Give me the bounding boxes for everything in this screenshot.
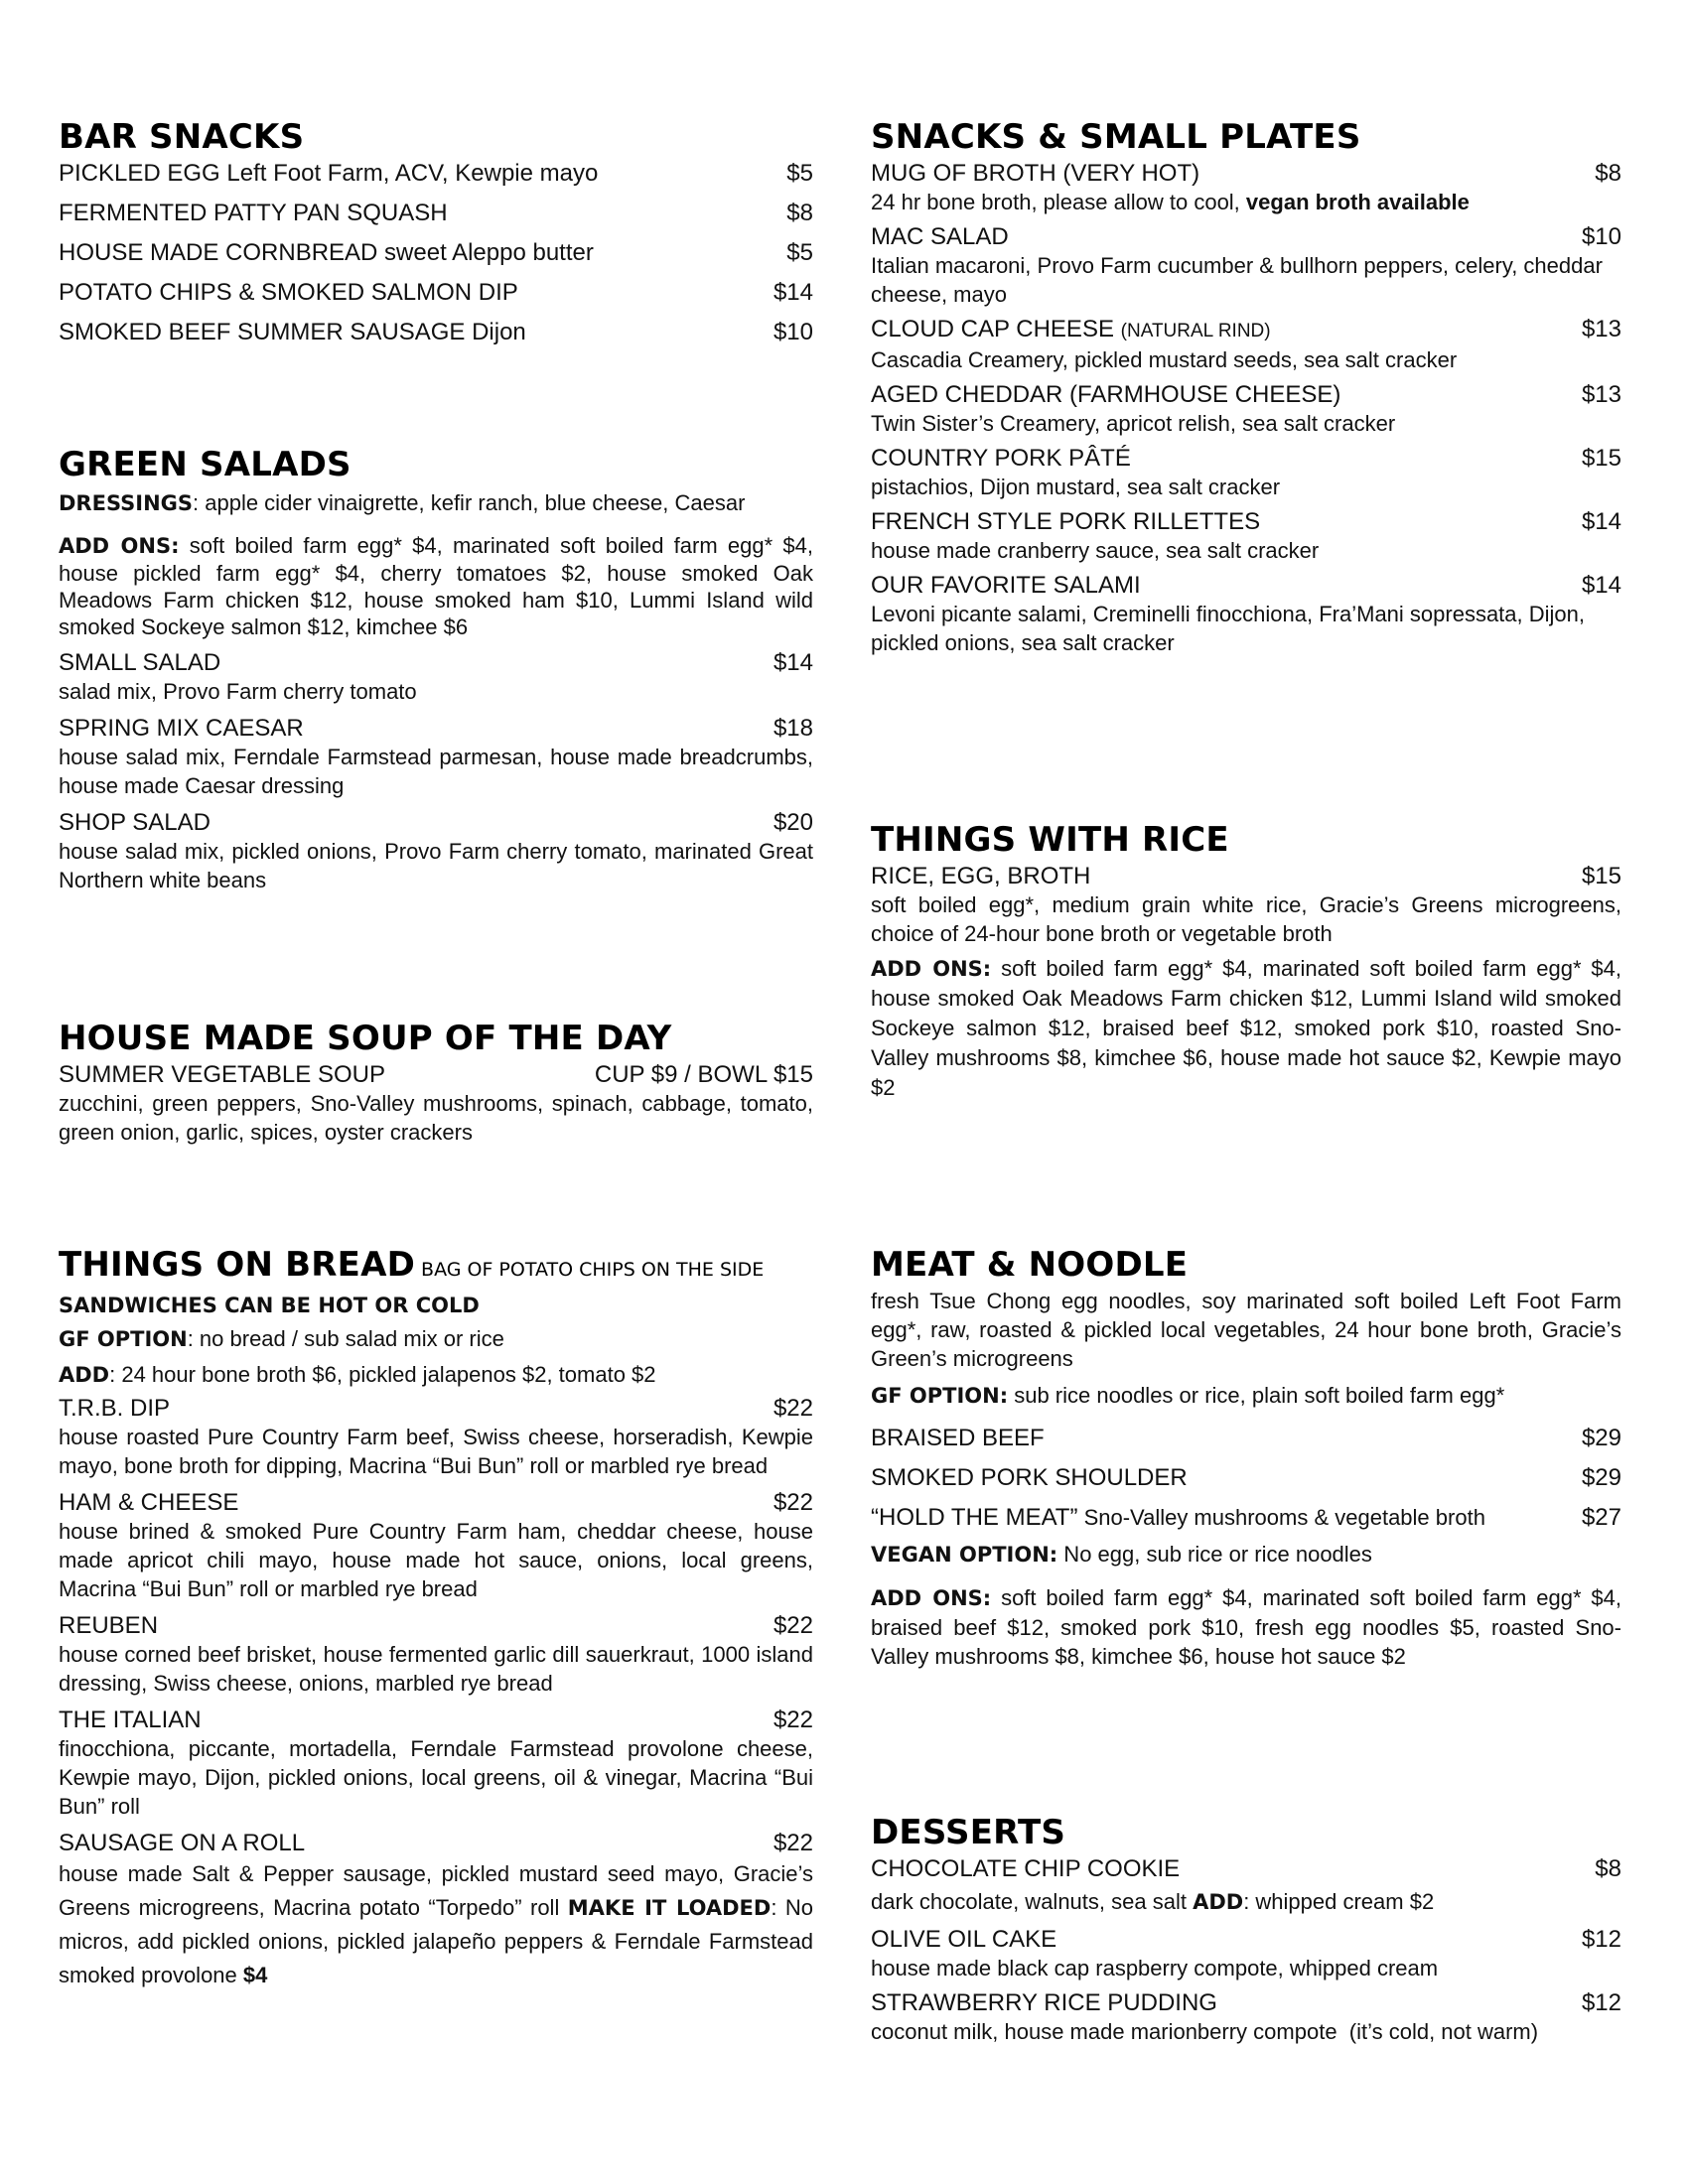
gf-label: GF OPTION:	[871, 1384, 1009, 1408]
item-desc: house made black cap raspberry compote, whipped cream	[871, 1956, 1439, 1980]
meat-noodle-section	[871, 1245, 1621, 1671]
desserts-section	[871, 1813, 1621, 2046]
menu-item	[871, 1463, 1621, 1492]
menu-item	[871, 862, 1621, 890]
vegan-text: No egg, sub rice or rice noodles	[1057, 1542, 1372, 1567]
menu-item	[871, 444, 1621, 473]
green-salads-section	[59, 445, 813, 894]
section-title	[59, 1245, 813, 1290]
item-name: FERMENTED PATTY PAN SQUASH	[59, 200, 448, 226]
item-name: MUG OF BROTH (VERY HOT)	[871, 160, 1200, 187]
item-name: HAM & CHEESE	[59, 1489, 239, 1516]
item-desc: Levoni picante salami, Creminelli finocchiona, Fra’Mani sopressata, Dijon, pickled onions, sea salt cracker	[871, 602, 1585, 655]
item-name: HOUSE MADE CORNBREAD sweet Aleppo butter	[59, 239, 594, 266]
item-desc: Italian macaroni, Provo Farm cucumber & bullhorn peppers, celery, cheddar cheese, mayo	[871, 253, 1603, 307]
gf-text: : no bread / sub salad mix or rice	[187, 1326, 504, 1351]
gf-option-line	[59, 1324, 813, 1354]
loaded-price: $4	[242, 1963, 268, 1987]
item-desc-text: house made Salt & Pepper sausage, pickled mustard seed mayo, Gracie’s Greens microgreens, Macrina potato “Torpedo” roll	[59, 1861, 813, 1920]
section-desc: fresh Tsue Chong egg noodles, soy marinated soft boiled Left Foot Farm egg*, raw, roasted & pickled local vegetables, 24 hour bone broth, Gracie’s Green’s microgreens	[871, 1289, 1621, 1371]
addons-label: ADD ONS:	[871, 1586, 992, 1610]
menu-item	[59, 318, 813, 346]
section-title: BAR SNACKS	[59, 117, 305, 157]
vegan-option-line	[871, 1540, 1621, 1570]
item-price: $10	[773, 319, 813, 345]
item-price: $12	[1581, 1926, 1621, 1953]
item-desc: pistachios, Dijon mustard, sea salt cracker	[871, 475, 1281, 499]
section-title: DESSERTS	[871, 1813, 1066, 1852]
menu-item	[59, 1829, 813, 1857]
add-text: : whipped cream $2	[1243, 1889, 1435, 1914]
item-price: $14	[1581, 508, 1621, 535]
item-name: SMALL SALAD	[59, 649, 221, 676]
menu-item	[59, 1611, 813, 1640]
snacks-small-plates-section	[871, 117, 1621, 657]
menu-item	[871, 1988, 1621, 2017]
menu-item	[871, 1854, 1621, 1883]
add-text: : 24 hour bone broth $6, pickled jalapenos $2, tomato $2	[109, 1362, 656, 1387]
item-desc: house corned beef brisket, house fermented garlic dill sauerkraut, 1000 island dressing, Swiss cheese, onions, marbled rye bread	[59, 1642, 813, 1696]
menu-item	[871, 571, 1621, 600]
addons-line	[871, 1583, 1621, 1671]
loaded-text: : No micros, add pickled onions, pickled jalapeño peppers & Ferndale Farmstead smoked provolone	[59, 1895, 813, 1987]
item-name-note: (NATURAL RIND)	[1120, 321, 1271, 341]
item-name: SMOKED BEEF SUMMER SAUSAGE Dijon	[59, 319, 526, 345]
item-price: $8	[1595, 160, 1621, 187]
menu-item	[59, 1060, 813, 1089]
item-name: RICE, EGG, BROTH	[871, 863, 1091, 889]
item-price: $8	[786, 200, 813, 226]
item-price: $29	[1581, 1464, 1621, 1491]
hold-meat-desc: Sno-Valley mushrooms & vegetable broth	[1077, 1505, 1485, 1530]
add-label: ADD	[1193, 1890, 1244, 1914]
item-desc: house brined & smoked Pure Country Farm ham, cheddar cheese, house made apricot chili mayo, house made hot sauce, onions, local greens, Macrina “Bui Bun” roll or marbled rye bread	[59, 1519, 813, 1601]
menu-item	[871, 159, 1621, 188]
item-price: $22	[773, 1830, 813, 1856]
item-name: BRAISED BEEF	[871, 1425, 1045, 1451]
menu-item	[871, 222, 1621, 251]
dressings-line	[59, 488, 813, 518]
section-title: SNACKS & SMALL PLATES	[871, 117, 1361, 157]
item-desc: salad mix, Provo Farm cherry tomato	[59, 679, 417, 704]
item-price: $8	[1595, 1855, 1621, 1882]
item-name: COUNTRY PORK PÂTÉ	[871, 445, 1131, 472]
addons-label: ADD ONS:	[871, 957, 992, 981]
item-price: $14	[1581, 572, 1621, 599]
bar-snacks-section	[59, 117, 813, 346]
gf-label: GF OPTION	[59, 1327, 188, 1351]
item-price: $14	[773, 279, 813, 306]
item-name: REUBEN	[59, 1612, 159, 1639]
section-title: GREEN SALADS	[59, 445, 352, 484]
item-desc: Twin Sister’s Creamery, apricot relish, sea salt cracker	[871, 411, 1396, 436]
soup-section	[59, 1019, 813, 1147]
dressings-text: : apple cider vinaigrette, kefir ranch, blue cheese, Caesar	[193, 490, 746, 515]
item-desc: finocchiona, piccante, mortadella, Ferndale Farmstead provolone cheese, Kewpie mayo, Dijon, pickled onions, local greens, oil & vinegar, Macrina “Bui Bun” roll	[59, 1736, 813, 1819]
item-price: $5	[786, 239, 813, 266]
item-name: FRENCH STYLE PORK RILLETTES	[871, 508, 1261, 535]
menu-item	[871, 1503, 1621, 1532]
item-name: OLIVE OIL CAKE	[871, 1926, 1057, 1953]
item-desc: soft boiled egg*, medium grain white rice, Gracie’s Greens microgreens, choice of 24-hour bone broth or vegetable broth	[871, 892, 1621, 946]
item-name: POTATO CHIPS & SMOKED SALMON DIP	[59, 279, 518, 306]
section-title: MEAT & NOODLE	[871, 1245, 1189, 1285]
menu-item	[59, 714, 813, 743]
menu-item	[59, 199, 813, 227]
menu-item	[59, 1488, 813, 1517]
item-name: SUMMER VEGETABLE SOUP	[59, 1061, 385, 1088]
item-desc	[871, 188, 1621, 216]
item-name: SHOP SALAD	[59, 809, 211, 836]
menu-item	[871, 1925, 1621, 1954]
item-name: STRAWBERRY RICE PUDDING	[871, 1989, 1217, 2016]
menu-item	[59, 238, 813, 267]
item-desc-text: dark chocolate, walnuts, sea salt	[871, 1889, 1194, 1914]
item-desc: zucchini, green peppers, Sno-Valley mushrooms, spinach, cabbage, tomato, green onion, garlic, spices, oyster crackers	[59, 1091, 813, 1145]
item-price: $22	[773, 1395, 813, 1422]
things-with-rice-section	[871, 820, 1621, 1103]
item-name: AGED CHEDDAR (FARMHOUSE CHEESE)	[871, 381, 1341, 408]
menu-item	[59, 159, 813, 188]
addons-line	[871, 954, 1621, 1103]
item-price: $15	[1581, 445, 1621, 472]
item-desc: Cascadia Creamery, pickled mustard seeds, sea salt cracker	[871, 347, 1458, 372]
item-name-text: CLOUD CAP CHEESE	[871, 316, 1114, 342]
item-desc: coconut milk, house made marionberry compote (it’s cold, not warm)	[871, 2019, 1539, 2044]
item-name: MAC SALAD	[871, 223, 1009, 250]
addons-line	[59, 532, 813, 640]
menu-item	[59, 1394, 813, 1423]
loaded-label: MAKE IT LOADED	[567, 1896, 772, 1920]
item-price: $5	[786, 160, 813, 187]
item-name	[871, 1503, 1485, 1532]
item-price: $18	[773, 715, 813, 742]
addons-text: soft boiled farm egg* $4, marinated soft boiled farm egg* $4, braised beef $12, smoked pork $10, fresh egg noodles $5, roasted Sno-Valley mushrooms $8, kimchee $6, house hot sauce $2	[871, 1585, 1621, 1669]
item-desc-text: 24 hr bone broth, please allow to cool,	[871, 190, 1240, 214]
item-desc	[871, 1887, 1621, 1917]
item-price: $12	[1581, 1989, 1621, 2016]
item-price: $10	[1581, 223, 1621, 250]
item-name: OUR FAVORITE SALAMI	[871, 572, 1141, 599]
gf-text: sub rice noodles or rice, plain soft boiled farm egg*	[1008, 1383, 1505, 1408]
hot-or-cold-note: SANDWICHES CAN BE HOT OR COLD	[59, 1294, 480, 1317]
section-title-text: THINGS ON BREAD	[59, 1245, 416, 1285]
menu-item	[59, 1706, 813, 1734]
item-price: $22	[773, 1612, 813, 1639]
vegan-label: VEGAN OPTION:	[871, 1543, 1058, 1567]
item-desc: house made cranberry sauce, sea salt cracker	[871, 538, 1320, 563]
item-price: $13	[1581, 381, 1621, 408]
item-name	[871, 315, 1271, 345]
item-price: $29	[1581, 1425, 1621, 1451]
add-label: ADD	[59, 1363, 110, 1387]
item-name: SMOKED PORK SHOULDER	[871, 1464, 1188, 1491]
menu-item	[59, 278, 813, 307]
things-on-bread-section	[59, 1245, 813, 1992]
item-price: $13	[1581, 316, 1621, 342]
menu-item	[59, 808, 813, 837]
menu-item	[871, 507, 1621, 536]
hold-meat-name: “HOLD THE MEAT”	[871, 1504, 1078, 1531]
item-desc	[59, 1857, 813, 1992]
item-price: $14	[773, 649, 813, 676]
addons-text: soft boiled farm egg* $4, marinated soft boiled farm egg* $4, house smoked Oak Meadows Farm chicken $12, Lummi Island wild smoked Sockeye salmon $12, braised beef $12, smoked pork $10, roasted Sno-Valley mushrooms $8, kimchee $6, house made hot sauce $2, Kewpie mayo $2	[871, 956, 1621, 1100]
item-desc: house salad mix, Ferndale Farmstead parmesan, house made breadcrumbs, house made Caesar dressing	[59, 745, 813, 798]
item-name: THE ITALIAN	[59, 1706, 202, 1733]
section-tag: BAG OF POTATO CHIPS ON THE SIDE	[421, 1259, 765, 1281]
item-name: T.R.B. DIP	[59, 1395, 171, 1422]
dressings-label: DRESSINGS	[59, 491, 194, 515]
item-price: CUP $9 / BOWL $15	[594, 1061, 813, 1088]
item-price: $22	[773, 1706, 813, 1733]
item-name: CHOCOLATE CHIP COOKIE	[871, 1855, 1181, 1882]
add-line	[59, 1360, 813, 1390]
gf-option-line	[871, 1381, 1621, 1411]
vegan-broth-note: vegan broth available	[1239, 190, 1470, 214]
item-price: $15	[1581, 863, 1621, 889]
item-desc: house salad mix, pickled onions, Provo Farm cherry tomato, marinated Great Northern white beans	[59, 839, 813, 892]
menu-item	[871, 315, 1621, 345]
menu-item	[871, 1424, 1621, 1452]
addons-label: ADD ONS:	[59, 534, 180, 558]
item-name: PICKLED EGG Left Foot Farm, ACV, Kewpie mayo	[59, 160, 599, 187]
item-price: $20	[773, 809, 813, 836]
item-name: SPRING MIX CAESAR	[59, 715, 304, 742]
item-name: SAUSAGE ON A ROLL	[59, 1830, 306, 1856]
menu-item	[871, 380, 1621, 409]
item-desc: house roasted Pure Country Farm beef, Swiss cheese, horseradish, Kewpie mayo, bone broth for dipping, Macrina “Bui Bun” roll or marbled rye bread	[59, 1425, 813, 1478]
item-price: $22	[773, 1489, 813, 1516]
addons-text: soft boiled farm egg* $4, marinated soft boiled farm egg* $4, house pickled farm egg* $4, cherry tomatoes $2, house smoked Oak Meadows Farm chicken $12, house smoked ham $10, Lummi Island wild smoked Sockeye salmon $12, kimchee $6	[59, 533, 813, 639]
item-price: $27	[1581, 1504, 1621, 1531]
section-title: THINGS WITH RICE	[871, 820, 1229, 860]
menu-item	[59, 648, 813, 677]
section-title: HOUSE MADE SOUP OF THE DAY	[59, 1019, 672, 1058]
